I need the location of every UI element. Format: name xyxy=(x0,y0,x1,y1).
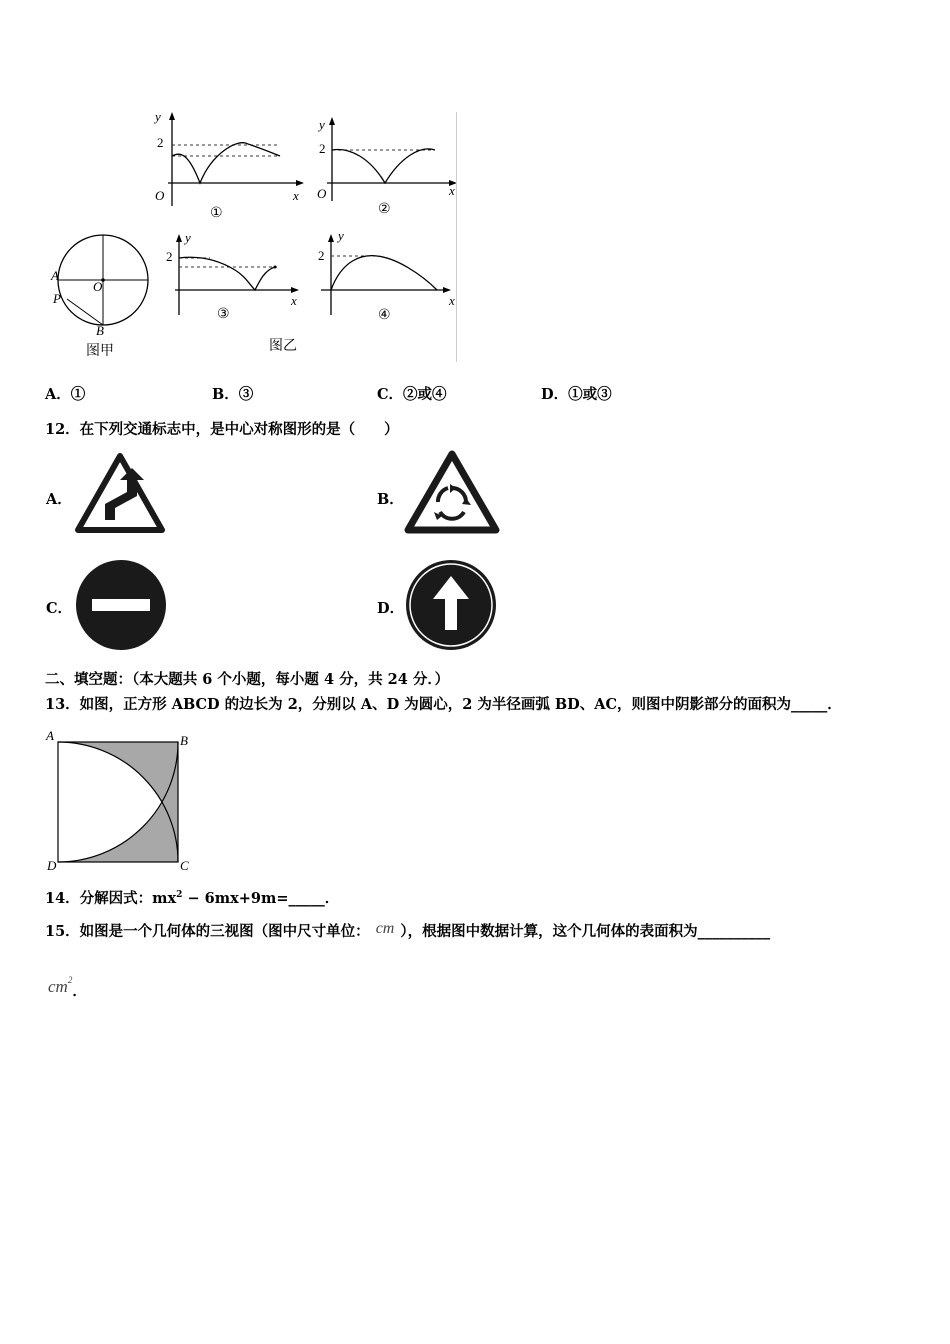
circle-label-o: O xyxy=(93,279,103,294)
q15-end: ． xyxy=(72,983,87,1000)
graph-2-y-label: y xyxy=(319,117,325,132)
graph-2-2-label: 2 xyxy=(319,141,326,156)
graph-4-x-label: x xyxy=(449,293,455,308)
graph-3-x-label: x xyxy=(291,293,297,308)
q13-square-figure xyxy=(43,727,198,877)
option-text: ③ xyxy=(238,386,254,403)
roundabout-sign-icon xyxy=(404,450,500,534)
q15-prefix: 15．如图是一个几何体的三视图（图中尺寸单位： xyxy=(45,923,370,940)
graph-1-y-label: y xyxy=(155,109,161,124)
section2-heading: 二、填空题：（本大题共 6 个小题，每小题 4 分，共 24 分．） xyxy=(45,671,450,688)
caption-yi: 图乙 xyxy=(269,338,297,354)
q15-answer-sup: 2 xyxy=(67,975,73,985)
q11-figure xyxy=(45,108,465,363)
q15-answer-cm: cm xyxy=(48,977,68,996)
double-bend-sign-icon xyxy=(75,452,165,534)
q13-label-a: A xyxy=(46,728,54,743)
graph-3-y-label: y xyxy=(185,230,191,245)
q14-prefix: 14．分解因式：mx xyxy=(45,889,177,907)
q13-label-c: C xyxy=(180,858,189,873)
q11-option-b xyxy=(212,388,253,403)
graph-2-o-label: O xyxy=(317,186,327,201)
option-text: ① xyxy=(70,386,86,403)
option-letter: C． xyxy=(377,386,404,403)
straight-ahead-sign-icon xyxy=(405,559,497,651)
graph-4-y-label: y xyxy=(338,228,344,243)
option-letter: A． xyxy=(45,386,71,403)
circle-label-p: P xyxy=(53,291,61,306)
circle-label-a: A xyxy=(51,268,59,283)
graph-1 xyxy=(150,108,310,223)
q11-option-c xyxy=(377,388,447,403)
no-entry-sign-icon xyxy=(75,559,167,651)
q14-suffix: − 6mx+9m=_____． xyxy=(182,889,340,907)
q11-option-d xyxy=(541,388,612,403)
q15-answer-unit xyxy=(48,975,87,1000)
graph-4-2-label: 2 xyxy=(318,248,325,263)
graph-1-o-label: O xyxy=(155,188,165,203)
q13-label-b: B xyxy=(180,733,188,748)
q11-option-a xyxy=(45,388,85,403)
option-text: ①或③ xyxy=(568,386,612,403)
graph-1-x-label: x xyxy=(293,188,299,203)
graph-3-number: ③ xyxy=(217,306,230,322)
q14-sup: 2 xyxy=(176,890,183,900)
circle-label-b: B xyxy=(96,323,104,338)
q14-question xyxy=(45,891,339,906)
option-letter: D． xyxy=(541,386,569,403)
q13-label-d: D xyxy=(47,858,57,873)
q15-unit: cm xyxy=(375,920,395,937)
q15-suffix: ），根据图中数据计算，这个几何体的表面积为__________ xyxy=(400,923,771,940)
graph-2-x-label: x xyxy=(449,183,455,198)
q12-option-c-letter: C． xyxy=(46,600,73,617)
q12-option-a-letter: A． xyxy=(46,491,72,508)
caption-jia: 图甲 xyxy=(86,343,114,359)
q12-option-b-letter: B． xyxy=(377,491,404,508)
graph-2-number: ② xyxy=(378,201,391,217)
option-letter: B． xyxy=(212,386,239,403)
q12-question: 12．在下列交通标志中，是中心对称图形的是（ ） xyxy=(45,421,399,438)
graph-1-2-label: 2 xyxy=(157,135,164,150)
graph-4-number: ④ xyxy=(378,307,391,323)
q12-option-d-letter: D． xyxy=(377,600,405,617)
q13-question: 13．如图，正方形 ABCD 的边长为 2，分别以 A、D 为圆心，2 为半径画弧 BD、AC，则图中阴影部分的面积为_____． xyxy=(45,696,842,713)
option-text: ②或④ xyxy=(403,386,447,403)
graph-1-number: ① xyxy=(210,205,223,221)
q15-question xyxy=(45,920,771,940)
graph-2 xyxy=(315,113,465,208)
graph-3-2-label: 2 xyxy=(166,249,173,264)
